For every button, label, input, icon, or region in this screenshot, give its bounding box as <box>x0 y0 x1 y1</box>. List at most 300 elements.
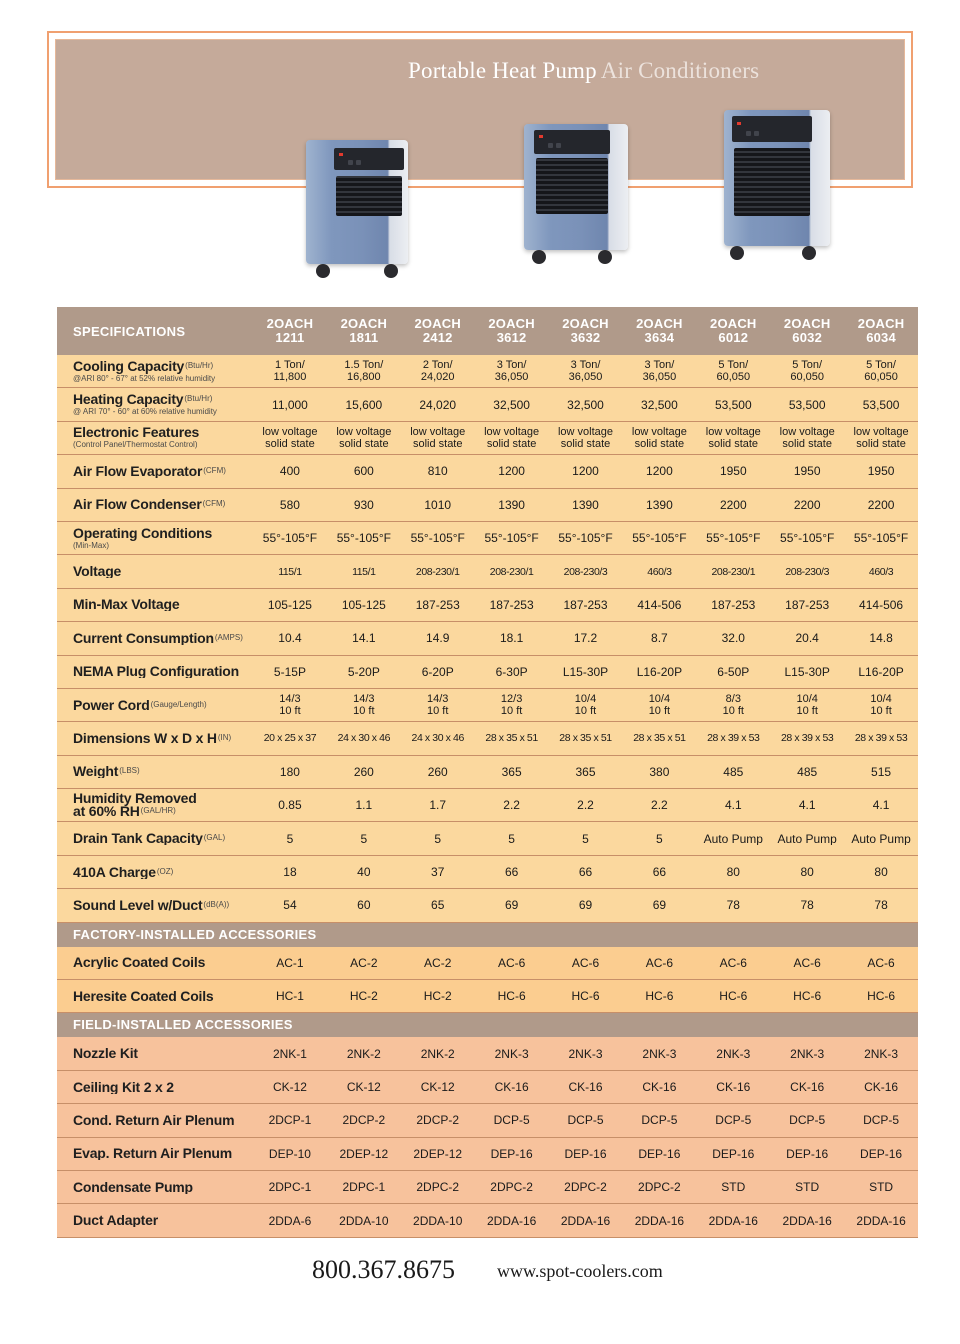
spec-unit: (OZ) <box>156 866 174 876</box>
field-accessory-part-number: 2NK-3 <box>568 1047 603 1060</box>
spec-value: 400 <box>279 465 300 478</box>
field-accessory-part-number: 2DDA-16 <box>782 1214 832 1227</box>
spec-value: Auto Pump <box>851 832 911 845</box>
spec-value: 2200 <box>719 498 747 511</box>
model-series: 2OACH <box>783 316 831 331</box>
spec-value: 260 <box>427 765 448 778</box>
spec-value: 485 <box>797 765 818 778</box>
spec-value: 3 Ton/ 36,050 <box>568 359 603 384</box>
field-accessory-part-number: CK-16 <box>642 1081 677 1093</box>
model-header <box>475 317 549 345</box>
factory-accessory-part-number: AC-2 <box>424 956 452 969</box>
spec-value: 80 <box>726 866 740 879</box>
spec-row <box>57 689 918 722</box>
spec-value: 208-230/3 <box>785 565 830 578</box>
spec-value: 54 <box>283 899 297 912</box>
factory-accessory-name: Acrylic Coated Coils <box>73 956 206 970</box>
spec-value: 6-30P <box>495 665 528 678</box>
spec-note: @ ARI 70° - 60° at 60% relative humidity <box>73 407 217 417</box>
spec-unit: (dB(A)) <box>203 899 230 909</box>
spec-value: 930 <box>353 498 374 511</box>
field-accessory-row <box>57 1037 918 1070</box>
spec-value: 5 Ton/ 60,050 <box>716 359 751 384</box>
spec-name: Sound Level w/Duct <box>73 898 203 912</box>
field-accessory-part-number: DEP-16 <box>638 1147 681 1160</box>
spec-value: 66 <box>504 866 519 879</box>
spec-value: low voltage solid state <box>631 425 687 450</box>
spec-value: 1390 <box>572 498 599 511</box>
spec-value: 14/3 10 ft <box>353 693 375 718</box>
spec-value: 78 <box>800 899 814 912</box>
field-accessory-part-number: DCP-5 <box>715 1114 752 1127</box>
spec-value: 1200 <box>572 465 599 478</box>
model-header <box>401 317 475 345</box>
spec-value: 55°-105°F <box>706 532 761 545</box>
spec-name-line2: at 60% RH <box>73 803 140 819</box>
spec-value: low voltage solid state <box>484 425 540 450</box>
model-number: 3634 <box>644 330 675 345</box>
spec-value: 5 <box>582 832 589 845</box>
spec-label <box>57 732 253 745</box>
spec-label <box>57 360 253 383</box>
spec-value: 55°-105°F <box>632 532 687 545</box>
spec-value: 55°-105°F <box>262 532 318 545</box>
spec-value: 24 x 30 x 46 <box>337 732 391 745</box>
field-accessory-part-number: 2DEP-12 <box>339 1147 389 1160</box>
spec-value: 2.2 <box>577 799 594 812</box>
spec-value: 10/4 10 ft <box>796 693 818 718</box>
spec-value: Auto Pump <box>777 832 837 845</box>
factory-accessory-part-number: AC-1 <box>276 956 304 969</box>
field-accessory-part-number: CK-16 <box>790 1081 825 1093</box>
phone-number: 800.367.8675 <box>312 1255 455 1284</box>
spec-value: low voltage solid state <box>705 425 761 450</box>
spec-value: 6-50P <box>717 665 750 678</box>
field-accessory-part-number: DCP-5 <box>641 1114 678 1127</box>
spec-value: 208-230/1 <box>489 565 534 578</box>
spec-value: 485 <box>723 765 744 778</box>
model-header <box>696 317 770 345</box>
field-accessory-part-number: 2DDA-16 <box>560 1214 611 1227</box>
factory-accessory-part-number: HC-6 <box>497 990 526 1003</box>
spec-value: 78 <box>726 899 740 912</box>
spec-value: 187-253 <box>563 598 608 611</box>
spec-value: 1010 <box>424 498 452 511</box>
spec-value: 115/1 <box>278 565 302 578</box>
spec-value: 12/3 10 ft <box>500 693 523 718</box>
field-accessory-label <box>57 1081 253 1094</box>
spec-row <box>57 489 918 522</box>
spec-note: @ARI 80° - 67° at 52% relative humidity <box>73 373 216 383</box>
field-accessory-part-number: 2DEP-12 <box>413 1147 463 1160</box>
model-number: 6032 <box>792 330 823 345</box>
field-accessory-part-number: DEP-16 <box>490 1147 533 1160</box>
spec-value: 208-230/3 <box>563 565 608 578</box>
spec-value: 365 <box>575 765 596 778</box>
field-accessory-part-number: CK-12 <box>272 1081 307 1093</box>
field-accessory-part-number: 2DDA-16 <box>634 1214 685 1227</box>
spec-value: 105-125 <box>341 598 386 611</box>
field-accessory-part-number: 2NK-3 <box>864 1047 899 1060</box>
field-accessories-heading: FIELD-INSTALLED ACCESSORIES <box>57 1013 918 1037</box>
spec-value: 3 Ton/ 36,050 <box>642 359 677 384</box>
spec-value: 78 <box>874 899 888 912</box>
spec-value: 66 <box>578 866 593 879</box>
factory-accessory-part-number: AC-6 <box>719 956 747 969</box>
field-accessory-part-number: DEP-16 <box>860 1147 903 1160</box>
field-accessory-part-number: CK-16 <box>864 1081 899 1093</box>
spec-value: 414-506 <box>637 598 682 611</box>
spec-value: 55°-105°F <box>410 532 465 545</box>
field-accessory-label <box>57 1147 253 1160</box>
spec-value: 80 <box>800 866 814 879</box>
spec-value: 5 <box>656 832 663 845</box>
spec-row <box>57 789 918 822</box>
spec-name: Voltage <box>73 565 122 579</box>
spec-label <box>57 665 253 678</box>
model-number: 2412 <box>422 330 453 345</box>
spec-value: 80 <box>874 866 888 879</box>
spec-value: 1.5 Ton/ 16,800 <box>344 359 384 384</box>
model-number: 3612 <box>496 330 527 345</box>
factory-accessory-part-number: HC-2 <box>349 990 378 1003</box>
factory-accessory-label <box>57 956 253 969</box>
field-accessory-part-number: STD <box>721 1181 746 1194</box>
spec-value: low voltage solid state <box>779 425 835 450</box>
spec-value: 32.0 <box>721 632 745 645</box>
field-accessory-part-number: 2NK-3 <box>790 1047 825 1060</box>
model-number: 6012 <box>718 330 749 345</box>
spec-value: 60 <box>357 899 371 912</box>
factory-accessory-part-number: AC-2 <box>350 956 378 969</box>
field-accessory-part-number: 2DDA-10 <box>413 1214 463 1227</box>
factory-accessory-row <box>57 947 918 980</box>
factory-accessory-row <box>57 980 918 1013</box>
spec-value: 28 x 39 x 53 <box>854 732 908 745</box>
field-accessory-part-number: 2DPC-2 <box>490 1181 533 1194</box>
field-accessory-name: Evap. Return Air Plenum <box>73 1147 233 1161</box>
factory-accessory-part-number: AC-6 <box>645 956 674 969</box>
field-accessory-part-number: CK-16 <box>568 1081 603 1093</box>
field-accessory-label <box>57 1114 253 1127</box>
spec-value: 2.2 <box>651 799 668 812</box>
field-accessory-row <box>57 1204 918 1237</box>
field-accessory-part-number: 2DDA-16 <box>486 1214 537 1227</box>
spec-value: 5 Ton/ 60,050 <box>864 359 898 384</box>
field-accessory-label <box>57 1047 253 1060</box>
model-number: 6034 <box>866 330 896 345</box>
spec-name: Humidity Removed <box>73 792 197 807</box>
spec-value: 40 <box>357 866 371 879</box>
spec-value: 6-20P <box>421 665 454 678</box>
field-accessory-part-number: CK-16 <box>494 1081 529 1093</box>
spec-value: 55°-105°F <box>336 532 391 545</box>
specifications-heading: SPECIFICATIONS <box>73 323 186 339</box>
spec-name: Air Flow Evaporator <box>73 464 203 478</box>
spec-value: 5 <box>434 832 442 845</box>
specifications-table <box>57 307 918 1238</box>
spec-value: 69 <box>504 899 519 912</box>
spec-row <box>57 422 918 455</box>
field-accessory-part-number: 2DPC-1 <box>342 1181 386 1194</box>
model-series: 2OACH <box>857 316 905 331</box>
spec-value: 11,000 <box>272 398 308 411</box>
spec-value: 14/3 10 ft <box>279 693 301 718</box>
spec-value: low voltage solid state <box>853 425 909 450</box>
field-accessory-part-number: 2DCP-2 <box>342 1114 386 1127</box>
spec-value: 69 <box>652 899 667 912</box>
spec-label <box>57 565 253 578</box>
model-series: 2OACH <box>562 316 609 331</box>
spec-value: 66 <box>652 866 667 879</box>
spec-value: 260 <box>353 765 374 778</box>
factory-accessory-name: Heresite Coated Coils <box>73 989 214 1003</box>
model-series: 2OACH <box>488 316 535 331</box>
spec-value: 53,500 <box>788 398 826 411</box>
spec-label <box>57 765 253 778</box>
portable-ac-unit-medium-image <box>524 124 628 264</box>
spec-row <box>57 889 918 922</box>
spec-value: 1200 <box>498 465 525 478</box>
spec-value: 208-230/1 <box>711 565 756 578</box>
portable-ac-unit-large-image <box>724 110 830 260</box>
spec-value: 2.2 <box>503 799 520 812</box>
field-accessory-label <box>57 1214 253 1227</box>
spec-value: 28 x 35 x 51 <box>633 732 686 745</box>
spec-value: 5 <box>360 832 368 845</box>
spec-name: Heating Capacity <box>73 393 184 408</box>
field-accessory-name: Cond. Return Air Plenum <box>73 1113 235 1127</box>
field-accessory-row <box>57 1171 918 1204</box>
spec-note: (Control Panel/Thermostat Control) <box>73 440 198 450</box>
factory-accessory-part-number: HC-6 <box>571 990 600 1003</box>
factory-accessory-part-number: AC-6 <box>497 956 526 969</box>
model-series: 2OACH <box>266 316 314 331</box>
spec-row <box>57 388 918 421</box>
spec-value: 5 <box>508 832 515 845</box>
factory-accessory-part-number: HC-1 <box>275 990 304 1003</box>
spec-value: low voltage solid state <box>336 425 392 450</box>
spec-label <box>57 699 253 712</box>
spec-unit: (LBS) <box>119 766 140 776</box>
spec-value: Auto Pump <box>703 832 763 845</box>
spec-name: Electronic Features <box>73 426 200 441</box>
spec-value: low voltage solid state <box>557 425 614 450</box>
spec-value: 115/1 <box>352 565 376 578</box>
spec-name: Drain Tank Capacity <box>73 832 203 846</box>
page-title <box>408 58 759 84</box>
spec-value: 460/3 <box>647 565 672 578</box>
spec-value: 14.1 <box>352 632 376 645</box>
field-accessory-part-number: 2DPC-2 <box>416 1181 460 1194</box>
spec-value: 1390 <box>646 498 673 511</box>
field-accessory-part-number: STD <box>795 1181 820 1194</box>
model-header <box>253 317 327 345</box>
spec-name: Cooling Capacity <box>73 359 185 374</box>
field-accessory-row <box>57 1138 918 1171</box>
field-accessory-part-number: 2DPC-2 <box>564 1181 607 1194</box>
factory-accessory-label <box>57 990 253 1003</box>
field-accessory-part-number: 2NK-2 <box>346 1047 381 1060</box>
model-number: 1211 <box>275 330 305 345</box>
spec-value: 414-506 <box>859 598 904 611</box>
field-accessory-name: Nozzle Kit <box>73 1047 138 1061</box>
spec-name: Power Cord <box>73 698 150 712</box>
spec-label <box>57 632 253 645</box>
spec-unit: (Btu/Hr) <box>185 360 214 370</box>
factory-accessory-part-number: HC-6 <box>867 990 896 1003</box>
factory-accessory-part-number: HC-6 <box>645 990 674 1003</box>
spec-value: 17.2 <box>573 632 598 645</box>
factory-accessory-part-number: HC-6 <box>719 990 748 1003</box>
spec-row <box>57 622 918 655</box>
model-header <box>770 317 844 345</box>
field-accessory-part-number: 2DCP-1 <box>268 1114 312 1127</box>
spec-name: Dimensions W x D x H <box>73 731 217 745</box>
field-accessory-part-number: DEP-16 <box>564 1147 607 1160</box>
spec-value: 14.9 <box>426 632 450 645</box>
spec-label <box>57 899 253 912</box>
spec-value: 1.1 <box>355 799 373 812</box>
spec-value: 28 x 39 x 53 <box>707 732 760 745</box>
factory-accessories-heading: FACTORY-INSTALLED ACCESSORIES <box>57 923 918 947</box>
spec-value: 1.7 <box>429 799 447 812</box>
spec-name: 410A Charge <box>73 865 156 879</box>
spec-value: L16-20P <box>858 665 904 678</box>
spec-label <box>57 393 253 416</box>
spec-value: 187-253 <box>489 598 534 611</box>
spec-unit: (GAL) <box>203 833 226 843</box>
spec-unit: (CFM) <box>203 465 226 475</box>
spec-value: 55°-105°F <box>853 532 909 545</box>
table-header-row <box>57 307 918 355</box>
field-accessory-part-number: 2NK-3 <box>642 1047 677 1060</box>
spec-value: 5 <box>286 832 294 845</box>
spec-value: 4.1 <box>872 799 890 812</box>
portable-ac-unit-small-image <box>306 140 408 278</box>
spec-value: 14.8 <box>869 632 893 645</box>
field-accessory-part-number: 2NK-3 <box>716 1047 751 1060</box>
spec-value: 37 <box>431 866 445 879</box>
spec-value: 187-253 <box>785 598 830 611</box>
website-link[interactable]: www.spot-coolers.com <box>497 1261 663 1281</box>
spec-name: Min-Max Voltage <box>73 598 180 612</box>
spec-label <box>57 598 253 611</box>
spec-value: 1950 <box>867 465 895 478</box>
spec-row <box>57 722 918 755</box>
spec-value: 2 Ton/ 24,020 <box>420 359 455 384</box>
spec-unit: (IN) <box>217 732 232 742</box>
model-header <box>622 317 696 345</box>
model-series: 2OACH <box>414 316 461 331</box>
spec-label <box>57 866 253 879</box>
field-accessory-part-number: DCP-5 <box>493 1114 530 1127</box>
spec-value: 14/3 10 ft <box>427 693 449 718</box>
spec-row <box>57 589 918 622</box>
spec-label <box>57 498 253 511</box>
spec-value: 10/4 10 ft <box>648 693 671 718</box>
spec-value: 55°-105°F <box>780 532 835 545</box>
spec-row <box>57 355 918 388</box>
field-accessory-part-number: 2NK-2 <box>420 1047 455 1060</box>
spec-label <box>57 792 253 818</box>
field-accessory-row <box>57 1104 918 1137</box>
spec-value: 600 <box>353 465 374 478</box>
spec-value: 28 x 39 x 53 <box>780 732 834 745</box>
spec-value: low voltage solid state <box>410 425 466 450</box>
model-series: 2OACH <box>710 316 757 331</box>
spec-value: 53,500 <box>714 398 752 411</box>
page-title-sub: Air Conditioners <box>600 58 760 83</box>
spec-value: 5 Ton/ 60,050 <box>790 359 824 384</box>
model-number: 1811 <box>349 330 379 345</box>
spec-label <box>57 465 253 478</box>
spec-value: 3 Ton/ 36,050 <box>494 359 529 384</box>
spec-value: 460/3 <box>868 565 894 578</box>
spec-value: 28 x 35 x 51 <box>559 732 612 745</box>
field-accessory-part-number: DCP-5 <box>567 1114 604 1127</box>
field-accessory-part-number: DEP-16 <box>786 1147 829 1160</box>
model-series: 2OACH <box>636 316 683 331</box>
spec-value: 55°-105°F <box>558 532 613 545</box>
spec-value: 380 <box>649 765 670 778</box>
spec-value: 515 <box>871 765 892 778</box>
field-accessory-part-number: 2NK-1 <box>272 1047 307 1060</box>
spec-value: 187-253 <box>415 598 460 611</box>
spec-value: 2200 <box>867 498 895 511</box>
spec-value: 5-20P <box>347 665 380 678</box>
spec-value: 0.85 <box>278 799 302 812</box>
field-accessory-name: Condensate Pump <box>73 1180 193 1194</box>
spec-unit: (AMPS) <box>214 632 243 642</box>
spec-row <box>57 522 918 555</box>
field-accessory-part-number: 2DPC-1 <box>268 1181 312 1194</box>
spec-value: low voltage solid state <box>262 425 318 450</box>
spec-value: 105-125 <box>267 598 312 611</box>
field-accessory-part-number: 2NK-3 <box>494 1047 529 1060</box>
field-accessory-part-number: 2DDA-6 <box>268 1214 312 1227</box>
spec-value: 1390 <box>498 498 525 511</box>
field-accessory-part-number: DEP-16 <box>712 1147 755 1160</box>
field-accessory-part-number: CK-16 <box>716 1081 751 1093</box>
factory-accessory-part-number: HC-2 <box>423 990 452 1003</box>
spec-value: 365 <box>501 765 522 778</box>
spec-unit: (Gauge/Length) <box>150 699 207 709</box>
field-accessory-part-number: CK-12 <box>346 1081 381 1093</box>
spec-value: 8/3 10 ft <box>722 693 744 718</box>
spec-value: 1 Ton/ 11,800 <box>273 359 307 384</box>
spec-value: 32,500 <box>493 398 530 411</box>
spec-name: Weight <box>73 765 119 779</box>
model-header <box>549 317 623 345</box>
spec-value: 32,500 <box>567 398 604 411</box>
field-accessory-row <box>57 1071 918 1104</box>
page-title-main: Portable Heat Pump <box>408 58 597 83</box>
field-accessory-part-number: 2DDA-16 <box>708 1214 758 1227</box>
field-accessory-part-number: DCP-5 <box>863 1114 900 1127</box>
spec-label <box>57 832 253 845</box>
spec-value: 69 <box>578 899 593 912</box>
spec-name: Current Consumption <box>73 631 214 645</box>
factory-accessory-part-number: AC-6 <box>571 956 600 969</box>
spec-value: 10/4 10 ft <box>870 693 892 718</box>
spec-value: 65 <box>431 899 445 912</box>
spec-note: (Min-Max) <box>73 540 109 550</box>
field-accessory-part-number: 2DDA-10 <box>339 1214 389 1227</box>
spec-value: 53,500 <box>862 398 900 411</box>
spec-value: 2200 <box>793 498 821 511</box>
spec-value: 32,500 <box>641 398 678 411</box>
